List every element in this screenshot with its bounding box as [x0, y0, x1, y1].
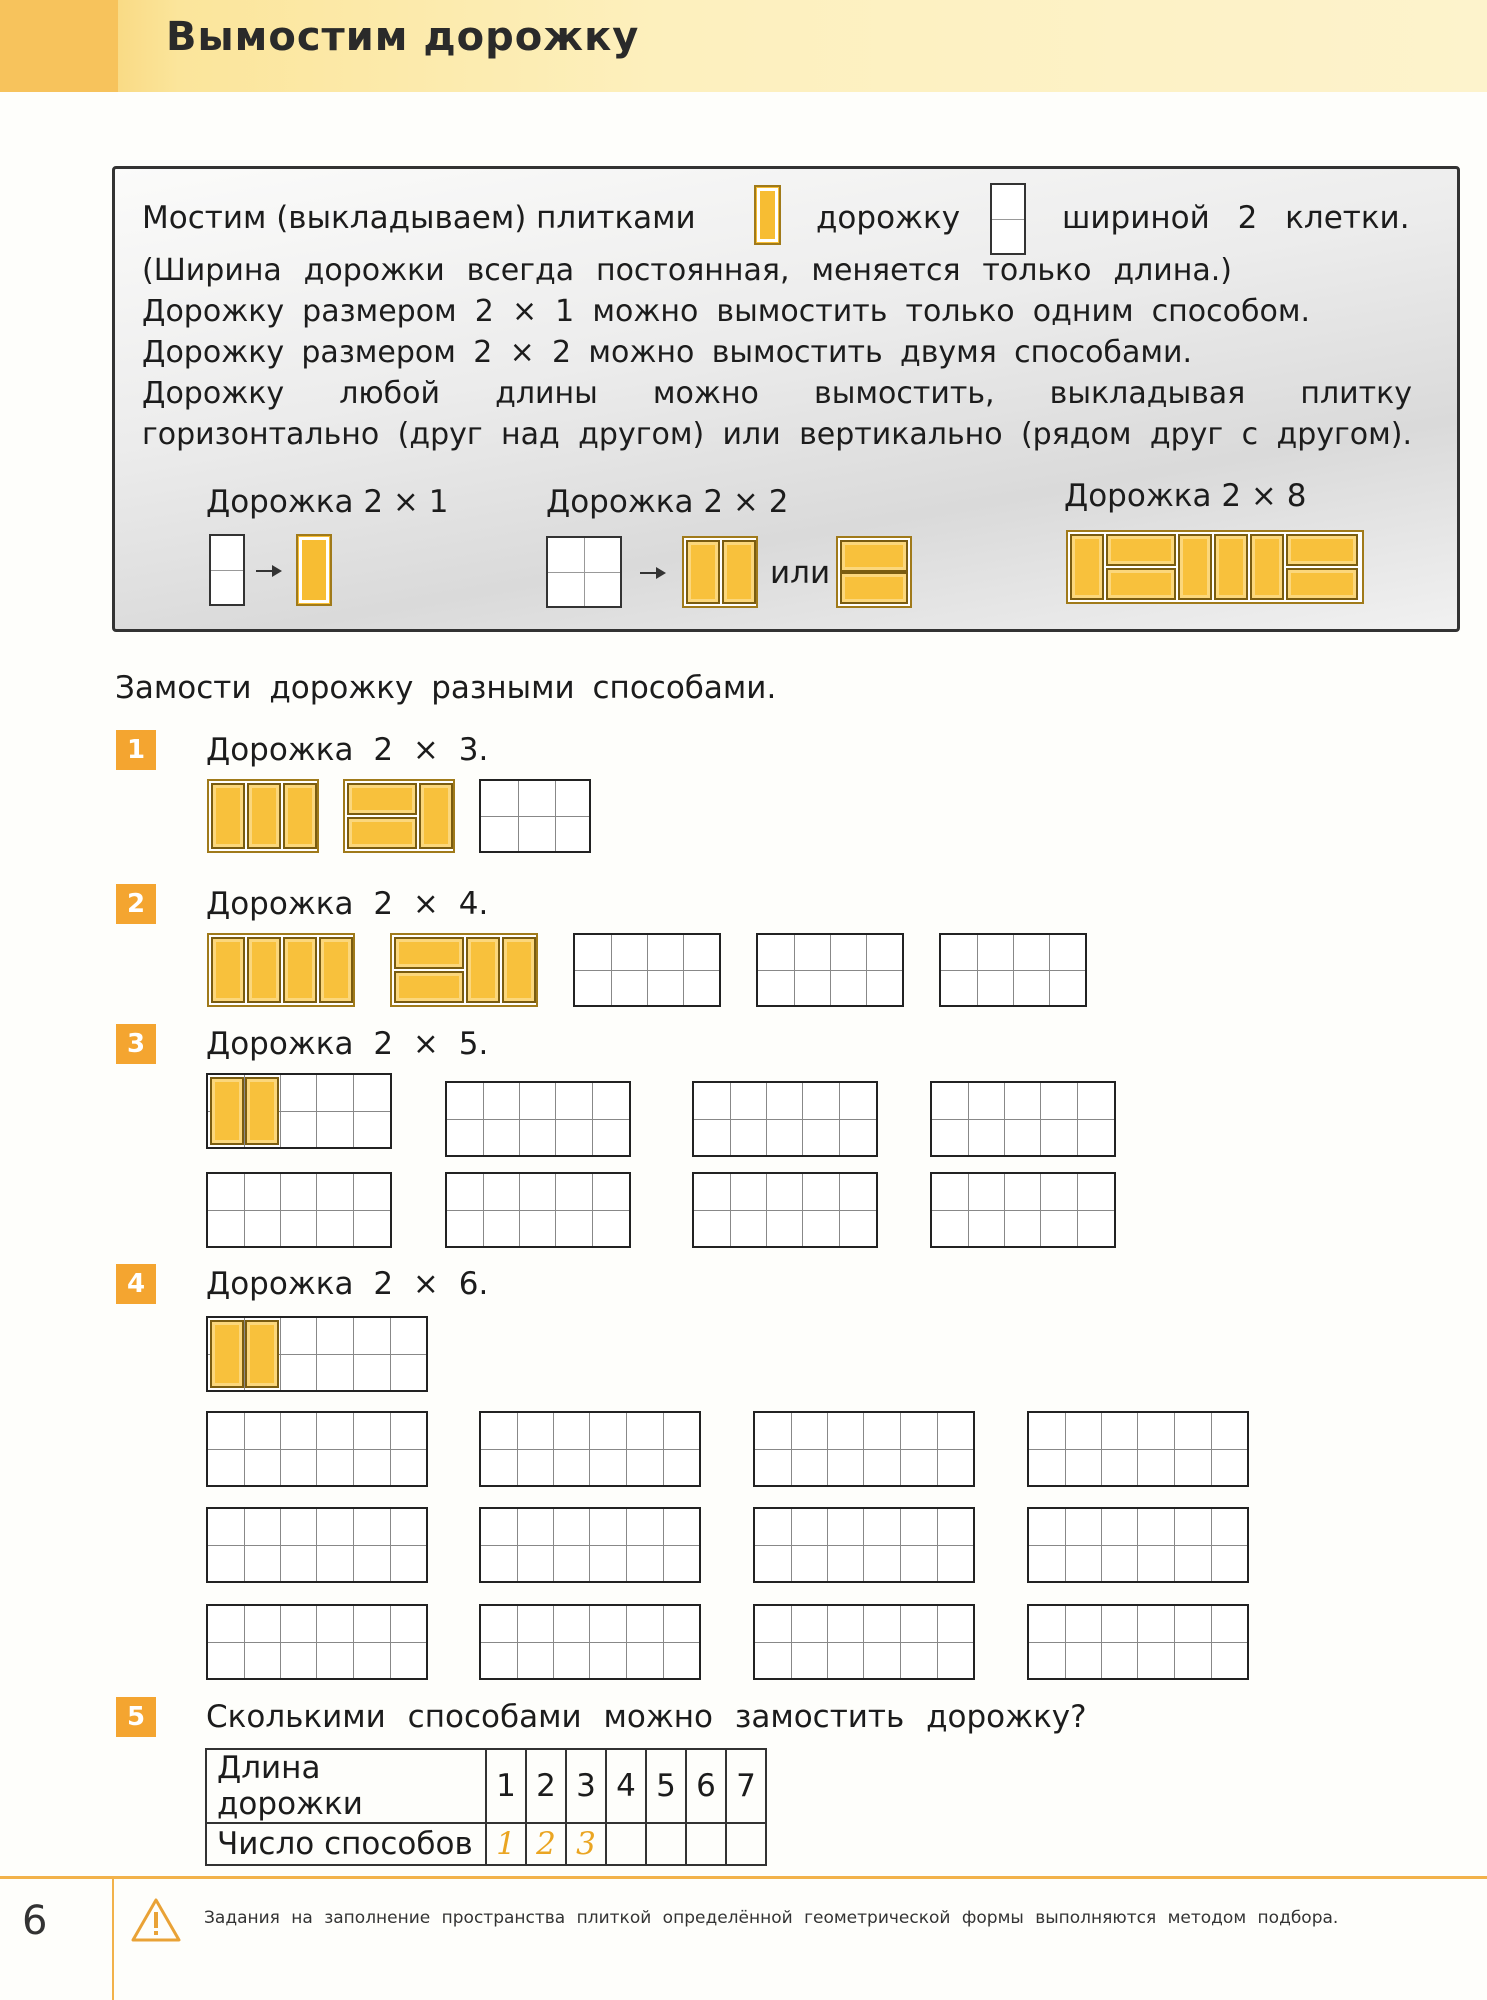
- task-2-empty-grid[interactable]: [756, 933, 904, 1007]
- example-2x1-empty: [209, 534, 245, 606]
- task-1-label: Дорожка 2 × 3.: [206, 732, 489, 768]
- row-header-length: Длина дорожки: [206, 1749, 486, 1823]
- example-2x2-empty: [546, 536, 622, 608]
- rule-line-6: горизонтально (друг над другом) или вертикально (рядом друг с другом).: [142, 417, 1412, 452]
- task-number-2: 2: [116, 884, 156, 924]
- task-3-empty-grid[interactable]: [692, 1172, 878, 1248]
- task-2-empty-grid[interactable]: [939, 933, 1087, 1007]
- task-4-label: Дорожка 2 × 6.: [206, 1266, 489, 1302]
- task-4-empty-grid[interactable]: [206, 1604, 428, 1680]
- footer-vertical-divider: [112, 1876, 114, 2000]
- answer-cell[interactable]: [726, 1823, 766, 1865]
- page-number: 6: [22, 1898, 48, 1944]
- task-3-started-grid[interactable]: [206, 1073, 392, 1149]
- task-2-label: Дорожка 2 × 4.: [206, 886, 489, 922]
- example-2x2-vertical: [682, 536, 758, 608]
- rule-line-4: Дорожку размером 2 × 2 можно вымостить двумя способами.: [142, 335, 1192, 370]
- length-cell: 1: [486, 1749, 526, 1823]
- task-1-empty-grid[interactable]: [479, 779, 591, 853]
- rule-line-3: Дорожку размером 2 × 1 можно вымостить только одним способом.: [142, 294, 1310, 329]
- length-cell: 3: [566, 1749, 606, 1823]
- task-4-empty-grid[interactable]: [206, 1507, 428, 1583]
- task-4-empty-grid[interactable]: [206, 1411, 428, 1487]
- task-4-empty-grid[interactable]: [753, 1411, 975, 1487]
- example-2x8-filled: [1066, 530, 1364, 604]
- answer-cell[interactable]: 3: [566, 1823, 606, 1865]
- instruction-text: Замости дорожку разными способами.: [115, 670, 777, 706]
- footer-note: Задания на заполнение пространства плиткой определённой геометрической формы выполняются методом подбора.: [204, 1908, 1339, 1928]
- row-header-ways: Число способов: [206, 1823, 486, 1865]
- length-cell: 7: [726, 1749, 766, 1823]
- task-4-empty-grid[interactable]: [479, 1411, 701, 1487]
- arrow-icon: [256, 570, 280, 572]
- path-sample: [990, 183, 1026, 255]
- answer-cell[interactable]: [686, 1823, 726, 1865]
- task-4-empty-grid[interactable]: [753, 1604, 975, 1680]
- tile-sample: [754, 185, 781, 245]
- warning-icon: [130, 1897, 182, 1943]
- task-number-4: 4: [116, 1264, 156, 1304]
- answer-cell[interactable]: 2: [526, 1823, 566, 1865]
- length-cell: 2: [526, 1749, 566, 1823]
- length-cell: 4: [606, 1749, 646, 1823]
- example-2x2-label: Дорожка 2 × 2: [546, 484, 789, 520]
- banner-corner-decoration: [0, 0, 118, 92]
- task-3-label: Дорожка 2 × 5.: [206, 1026, 489, 1062]
- answer-cell[interactable]: [646, 1823, 686, 1865]
- task-1-example-mixed: [343, 779, 455, 853]
- task-4-empty-grid[interactable]: [1027, 1411, 1249, 1487]
- task-4-empty-grid[interactable]: [753, 1507, 975, 1583]
- task-3-empty-grid[interactable]: [445, 1081, 631, 1157]
- task-2-example-mixed: [390, 933, 538, 1007]
- task-2-empty-grid[interactable]: [573, 933, 721, 1007]
- rule-line-1a: Мостим (выкладываем) плитками: [142, 200, 696, 236]
- answer-table: [205, 1748, 767, 1866]
- task-3-empty-grid[interactable]: [692, 1081, 878, 1157]
- length-cell: 6: [686, 1749, 726, 1823]
- task-5-question: Сколькими способами можно замостить дорожку?: [206, 1699, 1087, 1735]
- answer-cell[interactable]: 1: [486, 1823, 526, 1865]
- example-2x2-horizontal: [836, 536, 912, 608]
- rule-line-1c: шириной 2 клетки.: [1062, 200, 1410, 236]
- example-2x1-label: Дорожка 2 × 1: [206, 484, 449, 520]
- task-3-empty-grid[interactable]: [930, 1172, 1116, 1248]
- table-row-ways: [206, 1823, 766, 1865]
- task-4-empty-grid[interactable]: [479, 1507, 701, 1583]
- task-3-empty-grid[interactable]: [445, 1172, 631, 1248]
- task-number-1: 1: [116, 730, 156, 770]
- task-2-example-vertical: [207, 933, 355, 1007]
- rule-line-5: Дорожку любой длины можно вымостить, выкладывая плитку: [142, 376, 1412, 411]
- task-4-empty-grid[interactable]: [479, 1604, 701, 1680]
- rule-line-1b: дорожку: [816, 200, 961, 236]
- or-label: или: [770, 555, 831, 591]
- task-4-empty-grid[interactable]: [1027, 1507, 1249, 1583]
- footer-divider: [0, 1876, 1487, 1879]
- task-3-empty-grid[interactable]: [930, 1081, 1116, 1157]
- task-1-example-vertical: [207, 779, 319, 853]
- table-row-lengths: [206, 1749, 766, 1823]
- task-number-5: 5: [116, 1697, 156, 1737]
- page-title: Вымостим дорожку: [166, 14, 640, 60]
- task-3-empty-grid[interactable]: [206, 1172, 392, 1248]
- rule-line-2: (Ширина дорожки всегда постоянная, меняется только длина.): [142, 253, 1232, 288]
- task-4-started-grid[interactable]: [206, 1316, 428, 1392]
- example-2x1-filled: [296, 534, 332, 606]
- length-cell: 5: [646, 1749, 686, 1823]
- arrow-icon: [640, 572, 664, 574]
- answer-cell[interactable]: [606, 1823, 646, 1865]
- example-2x8-label: Дорожка 2 × 8: [1064, 478, 1307, 514]
- task-4-empty-grid[interactable]: [1027, 1604, 1249, 1680]
- task-number-3: 3: [116, 1024, 156, 1064]
